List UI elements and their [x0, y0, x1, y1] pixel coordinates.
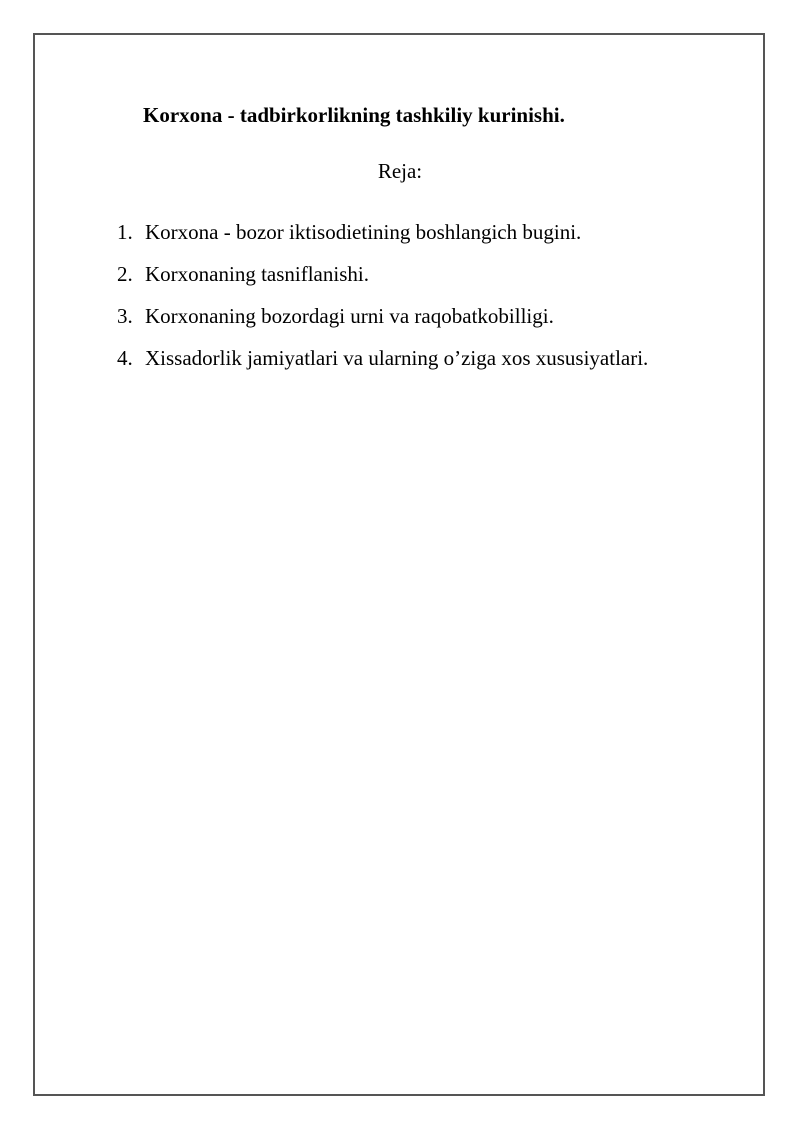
plan-item-text: Korxona - bozor iktisodietining boshlangich bugini.: [145, 220, 582, 244]
plan-item-number: 4.: [117, 346, 133, 370]
plan-heading: Reja:: [377, 159, 423, 183]
plan-item: [117, 295, 724, 337]
plan-item: [117, 253, 724, 295]
plan-item-number: 3.: [117, 304, 133, 328]
plan-item-text: Korxonaning tasniflanishi.: [145, 262, 369, 286]
page-border: [33, 33, 765, 1096]
plan-list: [117, 211, 724, 379]
plan-item: [117, 337, 724, 379]
plan-item: [117, 211, 724, 253]
plan-item-text: Korxonaning bozordagi urni va raqobatkobilligi.: [145, 304, 554, 328]
plan-item-number: 1.: [117, 220, 133, 244]
document-title: Korxona - tadbirkorlikning tashkiliy kurinishi.: [143, 103, 565, 127]
plan-item-number: 2.: [117, 262, 133, 286]
plan-item-text: Xissadorlik jamiyatlari va ularning o’ziga xos xususiyatlari.: [145, 346, 649, 370]
